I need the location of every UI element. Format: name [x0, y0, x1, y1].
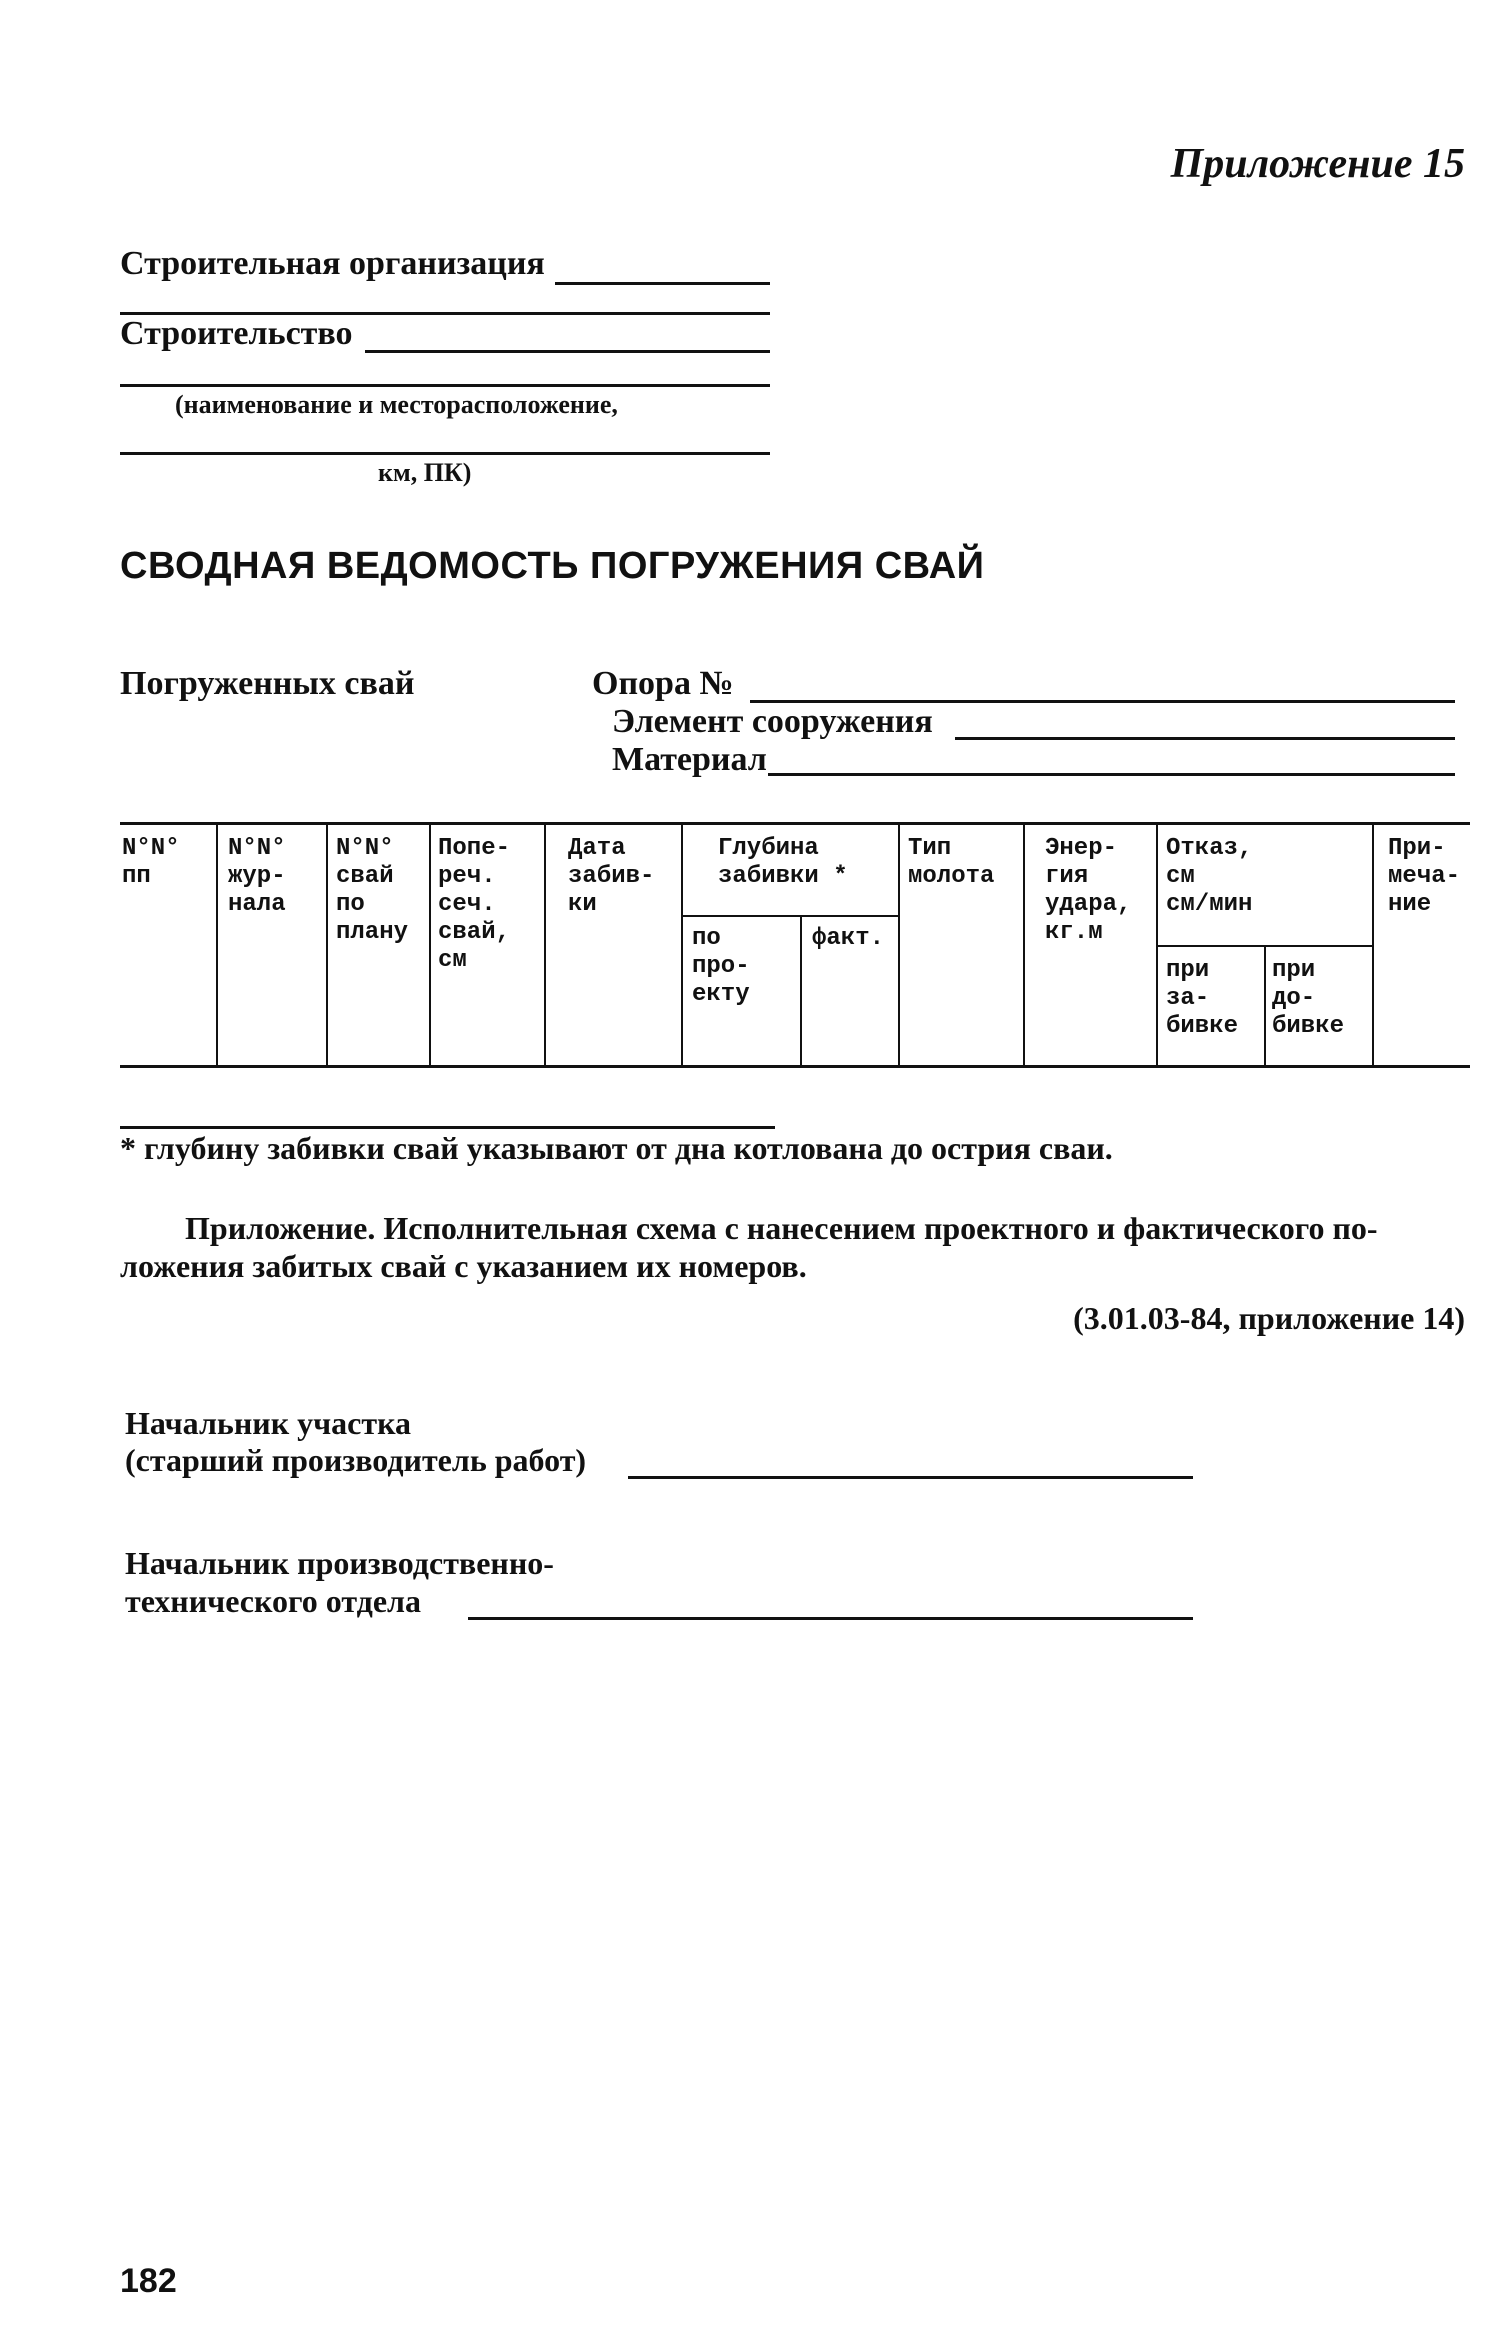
site-chief-signature-line [628, 1476, 1193, 1479]
organization-line [555, 282, 770, 285]
piles-label: Погруженных свай [120, 665, 415, 702]
appendix-note-line-1: Приложение. Исполнительная схема с нанесением проектного и фактического по- [185, 1210, 1378, 1246]
th-depth-project: по про- екту [692, 925, 750, 1008]
th-notes: При- меча- ние [1388, 835, 1461, 918]
page-number: 182 [120, 2262, 177, 2300]
th-driving-date: Дата забив- ки [568, 835, 655, 918]
th-depth-fact: факт. [812, 925, 885, 952]
support-label: Опора № [592, 665, 734, 702]
construction-line-2 [120, 384, 770, 387]
material-line [768, 773, 1455, 776]
th-cross-section: Попе- реч. сеч. свай, см [438, 835, 511, 974]
organization-label: Строительная организация [120, 245, 545, 282]
material-label: Материал [612, 741, 767, 778]
th-driving-depth: Глубина забивки * [718, 835, 848, 890]
footnote-text: * глубину забивки свай указывают от дна котлована до острия сваи. [120, 1130, 1113, 1166]
construction-caption-2: км, ПК) [378, 458, 472, 487]
construction-caption-1: (наименование и месторасположение, [175, 390, 618, 419]
appendix-reference: (3.01.03-84, приложение 14) [1073, 1300, 1465, 1336]
pile-driving-table [120, 822, 1470, 1068]
element-label: Элемент сооружения [612, 703, 933, 740]
footnote-separator [120, 1126, 775, 1129]
th-refusal: Отказ, см см/мин [1166, 835, 1253, 918]
site-chief-label-2: (старший производитель работ) [125, 1442, 587, 1478]
construction-line [365, 350, 770, 353]
construction-label: Строительство [120, 315, 353, 352]
th-refusal-driving: при за- бивке [1166, 957, 1239, 1040]
element-line [955, 737, 1455, 740]
tech-chief-label-1: Начальник производственно- [125, 1545, 554, 1581]
th-journal-number: N°N° жур- нала [228, 835, 286, 918]
site-chief-label-1: Начальник участка [125, 1405, 412, 1441]
tech-chief-label-2: технического отдела [125, 1583, 421, 1619]
th-hammer-type: Тип молота [908, 835, 995, 890]
construction-line-3 [120, 452, 770, 455]
th-pile-plan-number: N°N° свай по плану [336, 835, 409, 946]
appendix-note-line-2: ложения забитых свай с указанием их номеров. [120, 1248, 807, 1284]
appendix-number: Приложение 15 [1170, 141, 1465, 187]
document-title: СВОДНАЯ ВЕДОМОСТЬ ПОГРУЖЕНИЯ СВАЙ [120, 545, 985, 587]
th-refusal-redriving: при до- бивке [1272, 957, 1345, 1040]
tech-chief-signature-line [468, 1617, 1193, 1620]
th-row-number: N°N° пп [122, 835, 180, 890]
th-impact-energy: Энер- гия удара, кг.м [1045, 835, 1132, 946]
